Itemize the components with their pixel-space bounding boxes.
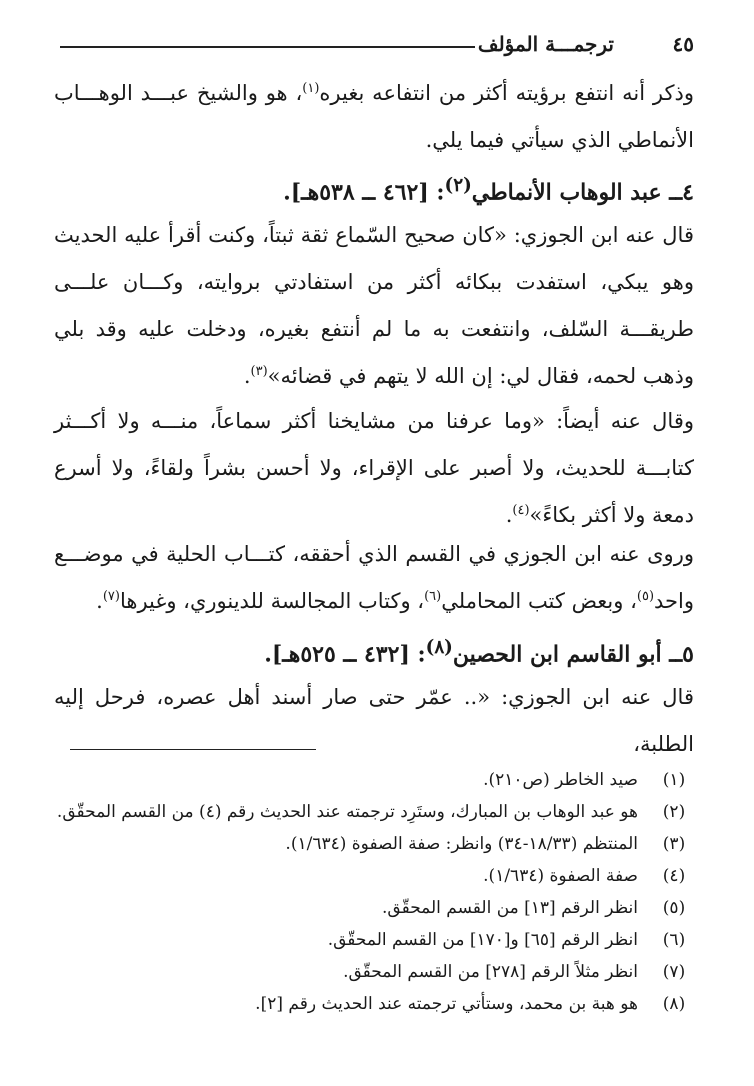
paragraph-3: وقال عنه أيضاً: «وما عرفنا من مشايخنا أكثر سماعاً، منـــه ولا أكـــثر كتابـــة للحديث، ولا أصبر على الإقراء، ولا أحسن بشراً ولقاءً، ولا أسرع دمعة ولا أكثر بكاءً»$^{(٤)}$. <box>54 409 694 527</box>
paragraph-5: قال عنه ابن الجوزي: «.. عمّر حتى صار أسند أهل عصره، فرحل إليه الطلبة، <box>54 685 694 756</box>
footnote-ref-1: (١) <box>302 81 320 96</box>
footnote-ref-3: (٣) <box>250 364 268 379</box>
footnote-ref-4: (٤) <box>512 503 530 518</box>
footnote: (٨) هو هبة بن محمد، وستأتي ترجمته عند الحديث رقم [٢]. <box>255 994 686 1014</box>
footnote: (٢) هو عبد الوهاب بن المبارك، وستَرِد ترجمته عند الحديث رقم (٤) من القسم المحقّق. <box>56 802 686 822</box>
biography-heading-5: ٥ــ أبو القاسم ابن الحصين$^{(٨)}$: [٤٣٢ ــ ٥٢٥هـ]. <box>264 637 694 668</box>
header-rule <box>60 46 475 48</box>
footnote-separator <box>70 749 316 750</box>
biography-heading-4: ٤ــ عبد الوهاب الأنماطي$^{(٢)}$: [٤٦٢ ــ ٥٣٨هـ]. <box>283 175 694 206</box>
footnote-ref-6: (٦) <box>424 589 442 604</box>
paragraph-2: قال عنه ابن الجوزي: «كان صحيح السّماع ثقة ثبتاً، وكنت أقرأ عليه الحديث وهو يبكي، استفدت ببكائه أكثر من استفادتي بروايته، وكـــان علـــى طريقـــة السّلف، وانتفعت به ما لم أنتفع بغيره، ودخلت عليه وقد بلي وذهب لحمه، فقال لي: إن الله لا يتهم في قضائه»$^{(٣)}$. <box>54 223 694 388</box>
footnote: (٣) المنتظم (١٨/٣٣-٣٤) وانظر: صفة الصفوة (١/٦٣٤). <box>285 834 686 854</box>
footnote: (٤) صفة الصفوة (١/٦٣٤). <box>483 866 686 886</box>
page-number: ٤٥ <box>672 32 694 56</box>
footnote-ref-8: (٨) <box>425 637 453 658</box>
footnotes <box>54 764 694 1020</box>
paragraph-1: وذكر أنه انتفع برؤيته أكثر من انتفاعه بغيره$^{(١)}$، هو والشيخ عبـــد الوهـــاب الأنماطي الذي سيأتي فيما يلي. <box>54 81 695 152</box>
footnote: (٧) انظر مثلاً الرقم [٢٧٨] من القسم المحقّق. <box>343 962 686 982</box>
footnote: (٥) انظر الرقم [١٣] من القسم المحقّق. <box>382 898 686 918</box>
footnote-ref-2: (٢) <box>444 175 472 196</box>
footnote-ref-5: (٥) <box>636 589 655 604</box>
footnote-ref-7: (٧) <box>102 589 120 604</box>
footnote: (١) صيد الخاطر (ص٢١٠). <box>483 770 686 790</box>
paragraph-4: وروى عنه ابن الجوزي في القسم الذي أحققه، كتـــاب الحلية في موضـــع واحد$^{(٥)}$، وبعض كتب المحاملي$^{(٦)}$، وكتاب المجالسة للدينوري، وغيرها$^{(٧)}$. <box>54 542 694 613</box>
footnote: (٦) انظر الرقم [٦٥] و[١٧٠] من القسم المحقّق. <box>327 930 686 950</box>
running-title: ترجمـــة المؤلف <box>477 32 614 56</box>
running-header <box>60 30 694 60</box>
